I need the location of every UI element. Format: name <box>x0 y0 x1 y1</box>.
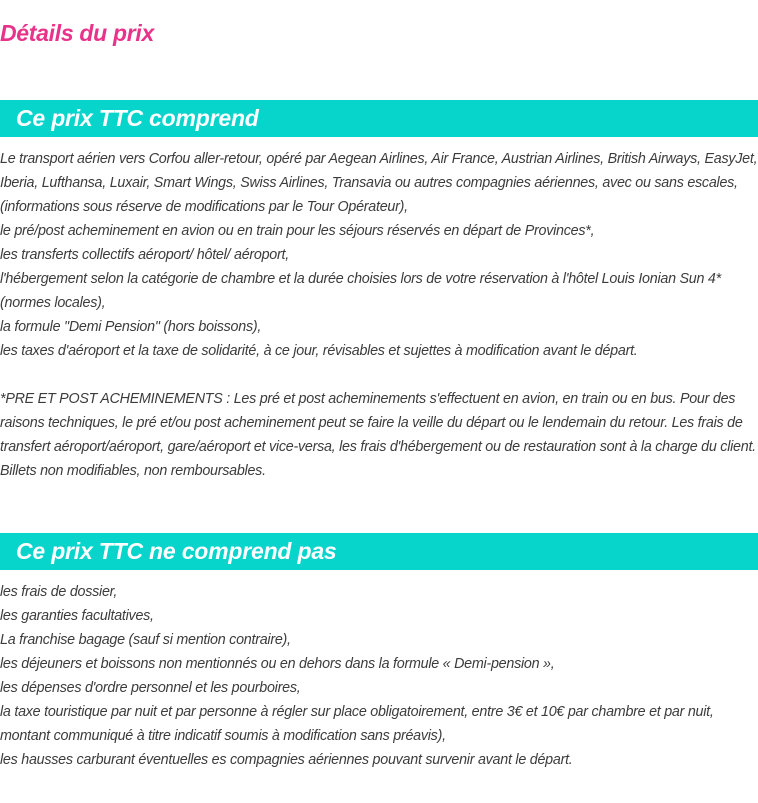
includes-list <box>0 147 758 363</box>
excludes-section-header <box>0 533 758 570</box>
transport-note <box>0 387 758 483</box>
includes-item: la formule "Demi Pension" (hors boissons), <box>0 319 262 335</box>
excludes-list <box>0 580 758 772</box>
transport-note-text: *PRE ET POST ACHEMINEMENTS : Les pré et post acheminements s'effectuent en avion, en train ou en bus. Pour des raisons techniques, le pré et/ou post acheminement peut se faire la veille du départ ou le lendemain du retour. Les frais de transfert aéroport/aéroport, gare/aéroport et vice-versa, les frais d'hébergement ou de restauration sont à la charge du client. Billets non modifiables, non remboursables. <box>0 391 756 479</box>
includes-item: l'hébergement selon la catégorie de chambre et la durée choisies lors de votre réservation à l'hôtel Louis Ionian Sun 4* (normes locales), <box>0 271 721 311</box>
excludes-heading: Ce prix TTC ne comprend pas <box>16 538 337 564</box>
includes-section-header <box>0 100 758 137</box>
page-title: Détails du prix <box>0 20 154 46</box>
excludes-item: la taxe touristique par nuit et par personne à régler sur place obligatoirement, entre 3€ et 10€ par chambre et par nuit, montant communiqué à titre indicatif soumis à modification sans préavis), <box>0 704 714 744</box>
excludes-item: les déjeuners et boissons non mentionnés ou en dehors dans la formule « Demi-pension », <box>0 656 555 672</box>
includes-item: les taxes d'aéroport et la taxe de solidarité, à ce jour, révisables et sujettes à modification avant le départ. <box>0 343 638 359</box>
includes-item: le pré/post acheminement en avion ou en train pour les séjours réservés en départ de Provinces*, <box>0 223 595 239</box>
excludes-item: les hausses carburant éventuelles es compagnies aériennes pouvant survenir avant le départ. <box>0 752 573 768</box>
excludes-item: La franchise bagage (sauf si mention contraire), <box>0 632 291 648</box>
includes-item: les transferts collectifs aéroport/ hôtel/ aéroport, <box>0 247 289 263</box>
excludes-item: les garanties facultatives, <box>0 608 154 624</box>
excludes-item: les dépenses d'ordre personnel et les pourboires, <box>0 680 301 696</box>
includes-heading: Ce prix TTC comprend <box>16 105 259 131</box>
excludes-item: les frais de dossier, <box>0 584 118 600</box>
includes-item: Le transport aérien vers Corfou aller-retour, opéré par Aegean Airlines, Air France, Austrian Airlines, British Airways, EasyJet, Iberia, Lufthansa, Luxair, Smart Wings, Swiss Airlines, Transavia ou autres compagnies aériennes, avec ou sans escales, (informations sous réserve de modifications par le Tour Opérateur), <box>0 151 758 215</box>
